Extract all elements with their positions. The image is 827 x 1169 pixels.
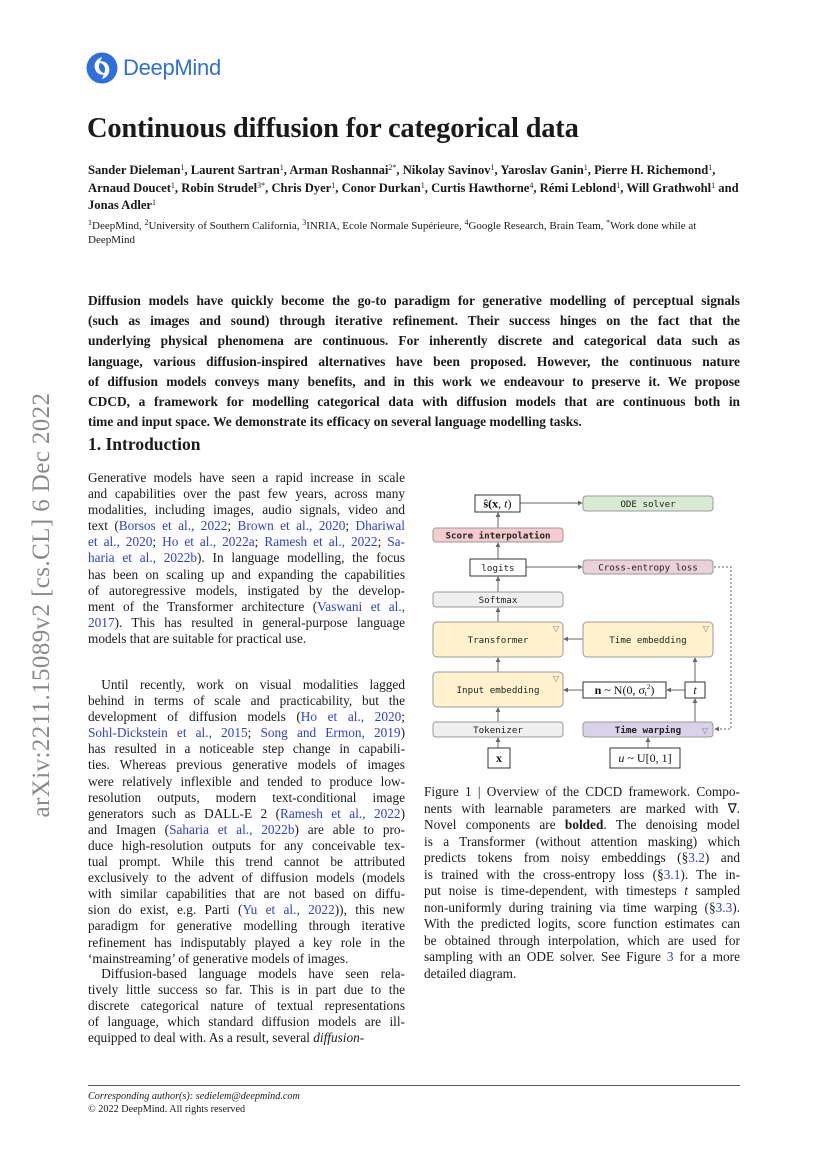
affiliation-mark: 4 bbox=[464, 218, 469, 227]
author-separator: , bbox=[265, 180, 272, 195]
learnable-marker-icon: ▽ bbox=[552, 624, 560, 633]
citation-link[interactable]: Saharia et al., 2022b bbox=[169, 821, 295, 837]
text-run: with similar capabilities that are not based on diffu- bbox=[88, 886, 405, 902]
text-line bbox=[88, 550, 405, 566]
text-line bbox=[424, 867, 740, 884]
text-line bbox=[88, 838, 405, 854]
figure-1-caption bbox=[424, 784, 740, 982]
author-name: Curtis Hawthorne bbox=[431, 180, 530, 195]
softmax-label: Softmax bbox=[478, 595, 518, 606]
text-run: generators such as DALL-E 2 ( bbox=[88, 805, 281, 821]
author-affiliation-mark: 1 bbox=[490, 163, 495, 172]
author-affiliation-mark: 2* bbox=[388, 163, 397, 172]
text-run: modalities, including images, audio signals, video and bbox=[88, 502, 405, 518]
text-run: of diffusion models conveys many benefits, and in this work we endeavour to preserve it. We propose bbox=[88, 373, 740, 389]
deepmind-logo-icon bbox=[86, 52, 118, 84]
footer-divider bbox=[88, 1085, 740, 1086]
citation-link[interactable]: haria et al., 2022b bbox=[88, 550, 197, 566]
text-run: non-uniformly during training via time warping (§ bbox=[424, 899, 716, 915]
text-run: predicts tokens from noisy embeddings (§ bbox=[424, 850, 689, 865]
affiliation-name: Google Research, Brain Team, bbox=[468, 220, 607, 232]
text-line bbox=[88, 518, 405, 534]
author-separator: , bbox=[587, 163, 595, 177]
text-line bbox=[424, 966, 740, 983]
text-line bbox=[88, 372, 740, 392]
author-separator: , bbox=[335, 180, 342, 195]
ode-solver-label: ODE solver bbox=[620, 499, 676, 510]
author-affiliation-mark: 3* bbox=[257, 180, 266, 190]
citation-link[interactable]: 3 bbox=[666, 949, 674, 964]
text-run: Diffusion models have quickly become the go-to paradigm for generative modelling of perceptual signals bbox=[88, 293, 740, 308]
text-run: tively little success so far. This is in part due to the bbox=[88, 982, 405, 998]
author-separator: , bbox=[396, 163, 403, 177]
affiliation-name: Work done while at DeepMind bbox=[88, 220, 697, 246]
author-separator: , bbox=[184, 163, 191, 177]
text-line bbox=[88, 709, 405, 725]
text-run: ; bbox=[152, 534, 163, 550]
author-separator: , bbox=[283, 163, 290, 177]
text-run: ties. Whereas previous generative models of images bbox=[88, 757, 405, 773]
text-run: ; bbox=[345, 518, 356, 534]
time-warping-label: Time warping bbox=[614, 725, 682, 736]
paper-title: Continuous diffusion for categorical data bbox=[87, 113, 579, 144]
text-line bbox=[424, 933, 740, 950]
author-separator: , bbox=[494, 163, 501, 177]
citation-link[interactable]: Ho et al., 2020 bbox=[300, 709, 402, 725]
deepmind-logo bbox=[86, 52, 221, 84]
text-run: diffusion- bbox=[313, 1030, 365, 1046]
citation-link[interactable]: Ramesh et al., 2022 bbox=[280, 805, 401, 821]
noise-label: n ~ N(0, $\sigma t^2$) bbox=[594, 683, 655, 698]
author-affiliation-mark: 1 bbox=[420, 180, 425, 190]
author-separator: , bbox=[620, 180, 627, 195]
citation-link[interactable]: Sa- bbox=[387, 534, 405, 550]
learnable-marker-icon: ▽ bbox=[701, 726, 709, 735]
text-run: sampled bbox=[687, 883, 740, 898]
citation-link[interactable]: Dhariwal bbox=[355, 518, 405, 534]
text-run: ; bbox=[254, 534, 265, 550]
text-run: has been on scaling up and expanding the capabilities bbox=[88, 566, 405, 582]
text-run: for a more bbox=[673, 949, 740, 964]
text-run: duce high-resolution outputs for any conceivable tex- bbox=[88, 837, 405, 853]
citation-link[interactable]: 3.2 bbox=[688, 850, 705, 865]
learnable-marker-icon: ▽ bbox=[552, 674, 560, 683]
author-affiliation-mark: 1 bbox=[711, 180, 716, 190]
text-line bbox=[88, 352, 740, 372]
text-run: development of diffusion models ( bbox=[88, 709, 301, 725]
text-run: of language, which standard diffusion models are ill- bbox=[88, 1014, 405, 1030]
text-run: put noise is time-dependent, with timesteps bbox=[424, 883, 685, 898]
author-name: Sander Dieleman bbox=[88, 163, 181, 177]
author-name: Conor Durkan bbox=[341, 180, 421, 195]
text-run: text ( bbox=[88, 518, 119, 534]
text-run: nents with learnable parameters are marked with ∇. bbox=[424, 800, 740, 816]
citation-link[interactable]: Vaswani et al., bbox=[317, 598, 405, 614]
author-separator: , bbox=[174, 180, 182, 195]
text-line bbox=[88, 725, 405, 741]
citation-link[interactable]: 3.1 bbox=[663, 866, 681, 882]
text-run: underlying physical phenomena are continuous. For inherently discrete and categorical data such as bbox=[88, 333, 740, 349]
text-line bbox=[424, 784, 740, 801]
text-run: Figure 1 | Overview of the CDCD framework. Compo- bbox=[424, 784, 740, 799]
text-run: were relatively inflexible and tended to produce low- bbox=[88, 773, 405, 789]
text-line bbox=[88, 822, 405, 838]
text-line bbox=[88, 790, 405, 806]
abstract bbox=[88, 291, 740, 432]
text-line bbox=[88, 631, 405, 647]
figure-1-cdcd-diagram bbox=[420, 485, 740, 775]
text-line bbox=[424, 834, 740, 851]
text-run: sampling with an ODE solver. See Figure bbox=[424, 949, 667, 964]
author-name: Nikolay Savinov bbox=[402, 163, 491, 177]
text-run: is trained with the cross-entropy loss (§ bbox=[424, 866, 664, 882]
text-line bbox=[88, 311, 740, 331]
text-line bbox=[88, 486, 405, 502]
text-line bbox=[424, 817, 740, 834]
author-affiliation-mark: 1 bbox=[331, 180, 336, 190]
author-name: Laurent Sartran bbox=[190, 163, 280, 177]
text-run: . The denoising model bbox=[603, 817, 740, 832]
text-run: behind in terms of scale and practicability, but the bbox=[88, 693, 405, 709]
author-affiliation-mark: 1 bbox=[583, 163, 588, 172]
text-run: models that are suitable for practical use. bbox=[88, 630, 307, 646]
text-line bbox=[424, 883, 740, 900]
author-separator: , bbox=[424, 180, 432, 195]
citation-link[interactable]: Borsos et al., 2022 bbox=[118, 518, 228, 534]
author-name: Rémi Leblond bbox=[539, 180, 617, 195]
author-name: Arnaud Doucet bbox=[88, 180, 171, 195]
text-line bbox=[88, 331, 740, 351]
text-run: With the predicted logits, score function estimates can bbox=[424, 916, 740, 931]
author-separator: , bbox=[533, 180, 540, 195]
text-run: of autoregressive models, instigated by the develop- bbox=[88, 582, 405, 598]
author-name: Pierre H. Richemond bbox=[594, 163, 709, 177]
text-line bbox=[88, 870, 405, 886]
text-line bbox=[424, 801, 740, 818]
affiliation-mark: 1 bbox=[88, 218, 92, 227]
input-embedding-label: Input embedding bbox=[456, 685, 540, 696]
text-run: CDCD, a framework for modelling categorical data with diffusion models that are continuous both in bbox=[88, 394, 740, 410]
intro-paragraph-3 bbox=[88, 966, 405, 1046]
author-affiliation-mark: 1 bbox=[708, 163, 713, 172]
text-run: ; bbox=[377, 534, 388, 550]
affiliations bbox=[88, 219, 738, 247]
footer bbox=[88, 1090, 300, 1116]
text-run: be obtained through interpolation, which are used for bbox=[424, 932, 740, 948]
logits-label: logits bbox=[481, 563, 515, 574]
text-run: Novel components are bbox=[424, 817, 565, 832]
text-run: ; bbox=[401, 709, 405, 725]
author-affiliation-mark: 1 bbox=[180, 163, 185, 172]
text-run: and capabilities over the past few years, across many bbox=[88, 486, 405, 502]
text-line bbox=[88, 567, 405, 583]
text-run: ment of the Transformer architecture ( bbox=[88, 598, 318, 614]
text-run: refinement has indisputably played a key role in the bbox=[88, 934, 405, 950]
text-line bbox=[424, 900, 740, 917]
text-line bbox=[424, 850, 740, 867]
text-line bbox=[88, 291, 740, 311]
text-line bbox=[88, 412, 740, 432]
text-run: ). This has resulted in general-purpose language bbox=[114, 614, 405, 630]
text-line bbox=[88, 1014, 405, 1030]
text-run: ) and bbox=[704, 850, 740, 865]
text-line bbox=[424, 949, 740, 966]
author-separator: , bbox=[712, 163, 716, 177]
author-affiliation-mark: 1 bbox=[279, 163, 284, 172]
section-heading-introduction: 1. Introduction bbox=[88, 434, 201, 454]
text-line bbox=[88, 806, 405, 822]
author-name: Jonas Adler bbox=[88, 198, 153, 212]
copyright: © 2022 DeepMind. All rights reserved bbox=[88, 1104, 246, 1115]
text-run: Generative models have seen a rapid increase in scale bbox=[88, 470, 405, 485]
citation-link[interactable]: 2017 bbox=[88, 614, 115, 630]
affiliation-mark: * bbox=[606, 218, 611, 227]
author-affiliation-mark: 1 bbox=[616, 180, 621, 190]
text-line bbox=[88, 502, 405, 518]
text-run: t bbox=[684, 883, 688, 898]
text-run: has resulted in a noticeable step change in capabili- bbox=[88, 741, 405, 757]
text-line bbox=[88, 470, 405, 486]
text-line bbox=[88, 693, 405, 709]
affiliation-mark: 3 bbox=[302, 218, 307, 227]
author-separator: and bbox=[715, 180, 739, 195]
citation-link[interactable]: Ramesh et al., 2022 bbox=[264, 534, 378, 550]
learnable-marker-icon: ▽ bbox=[702, 624, 710, 633]
affiliation-mark: 2 bbox=[144, 218, 149, 227]
cross-entropy-label: Cross-entropy loss bbox=[598, 562, 698, 574]
text-run: equipped to deal with. As a result, several bbox=[88, 1030, 314, 1046]
author-affiliation-mark: 4 bbox=[529, 180, 534, 190]
text-run: ‘mainstreaming’ of generative models of images. bbox=[88, 950, 349, 966]
citation-link[interactable]: 3.3 bbox=[715, 899, 733, 915]
affiliation-name: INRIA, Ecole Normale Supérieure, bbox=[306, 220, 465, 232]
time-embedding-label: Time embedding bbox=[609, 635, 687, 646]
t-label: t bbox=[693, 683, 697, 697]
text-run: )), this new bbox=[334, 902, 405, 918]
text-run: and Imagen ( bbox=[88, 821, 170, 837]
author-name: Chris Dyer bbox=[271, 180, 332, 195]
text-run: (such as images and sound) through iterative refinement. Their success hinges on the fact that the bbox=[88, 313, 740, 329]
citation-link[interactable]: Yu et al., 2022 bbox=[242, 902, 335, 918]
author-name: Yaroslav Ganin bbox=[500, 163, 584, 177]
text-run: bolded bbox=[564, 817, 604, 832]
text-line bbox=[88, 741, 405, 757]
text-line bbox=[88, 757, 405, 773]
author-affiliation-mark: 1 bbox=[152, 198, 157, 207]
text-run: ) bbox=[400, 725, 405, 741]
intro-paragraph-1 bbox=[88, 470, 405, 647]
text-line bbox=[88, 902, 405, 918]
text-line bbox=[88, 392, 740, 412]
text-run: ) bbox=[400, 805, 405, 821]
citation-link[interactable]: Ho et al., 2022a bbox=[162, 534, 255, 550]
text-line bbox=[88, 534, 405, 550]
text-line bbox=[88, 886, 405, 902]
text-run: Until recently, work on visual modalities lagged bbox=[88, 677, 405, 692]
svg-text:ŝ(x, t): ŝ(x, t) bbox=[483, 496, 512, 511]
citation-link[interactable]: Sohl-Dickstein et al., 2015 bbox=[88, 725, 248, 741]
citation-link[interactable]: Song and Ermon, 2019 bbox=[260, 725, 401, 741]
author-name: Arman Roshannai bbox=[289, 163, 389, 177]
x-input-label: x bbox=[496, 751, 502, 765]
text-run: tual prompt. While this trend cannot be attributed bbox=[88, 854, 405, 870]
text-line bbox=[88, 951, 405, 967]
text-line bbox=[88, 599, 405, 615]
text-line bbox=[88, 677, 405, 693]
text-run: paradigm for generative modelling through iterative bbox=[88, 918, 405, 934]
tokenizer-label: Tokenizer bbox=[473, 725, 523, 736]
logo-wordmark: DeepMind bbox=[123, 55, 221, 80]
text-run: exclusively to the advent of diffusion models (models bbox=[88, 870, 405, 886]
text-run: time and input space. We demonstrate its efficacy on several language modelling tasks. bbox=[88, 414, 582, 430]
author-list bbox=[88, 162, 748, 215]
affiliation-name: University of Southern California, bbox=[148, 220, 303, 232]
text-run: ). In language modelling, the focus bbox=[197, 550, 405, 566]
corresponding-author: Corresponding author(s): sedielem@deepmind.com bbox=[88, 1091, 300, 1102]
text-line bbox=[88, 966, 405, 982]
transformer-label: Transformer bbox=[467, 635, 529, 646]
text-line bbox=[88, 583, 405, 599]
text-run: sion do exist, e.g. Parti ( bbox=[88, 902, 243, 918]
text-run: language, various diffusion-inspired alternatives have been proposed. However, the continuous nature bbox=[88, 353, 740, 369]
citation-link[interactable]: Brown et al., 2020 bbox=[237, 518, 346, 534]
uniform-sample-label: u ~ U[0, 1] bbox=[618, 751, 672, 765]
text-run: ). The in- bbox=[680, 866, 740, 882]
author-name: Will Grathwohl bbox=[626, 180, 712, 195]
text-run: ; bbox=[227, 518, 238, 534]
arxiv-identifier: arXiv:2211.15089v2 [cs.CL] 6 Dec 2022 bbox=[28, 392, 55, 818]
text-line bbox=[88, 982, 405, 998]
text-line bbox=[424, 916, 740, 933]
text-line bbox=[88, 774, 405, 790]
text-line bbox=[88, 918, 405, 934]
text-run: detailed diagram. bbox=[424, 965, 517, 981]
text-run: ) are able to pro- bbox=[294, 821, 405, 837]
text-line bbox=[88, 1030, 405, 1046]
text-line bbox=[88, 998, 405, 1014]
score-interpolation-label: Score interpolation bbox=[445, 530, 551, 542]
text-run: resolution outputs, modern text-conditional image bbox=[88, 789, 405, 805]
text-line bbox=[88, 854, 405, 870]
text-run: discrete categorical nature of textual representations bbox=[88, 998, 405, 1014]
citation-link[interactable]: et al., 2020 bbox=[88, 534, 153, 550]
text-run: Diffusion-based language models have seen rela- bbox=[88, 966, 405, 981]
intro-paragraph-2 bbox=[88, 677, 405, 967]
text-line bbox=[88, 935, 405, 951]
text-run: ). bbox=[732, 899, 740, 915]
text-line bbox=[88, 615, 405, 631]
author-affiliation-mark: 1 bbox=[170, 180, 175, 190]
affiliation-name: DeepMind, bbox=[92, 220, 145, 232]
author-name: Robin Strudel bbox=[181, 180, 258, 195]
text-run: is a Transformer (without attention masking) which bbox=[424, 833, 740, 849]
text-run: ; bbox=[247, 725, 261, 741]
